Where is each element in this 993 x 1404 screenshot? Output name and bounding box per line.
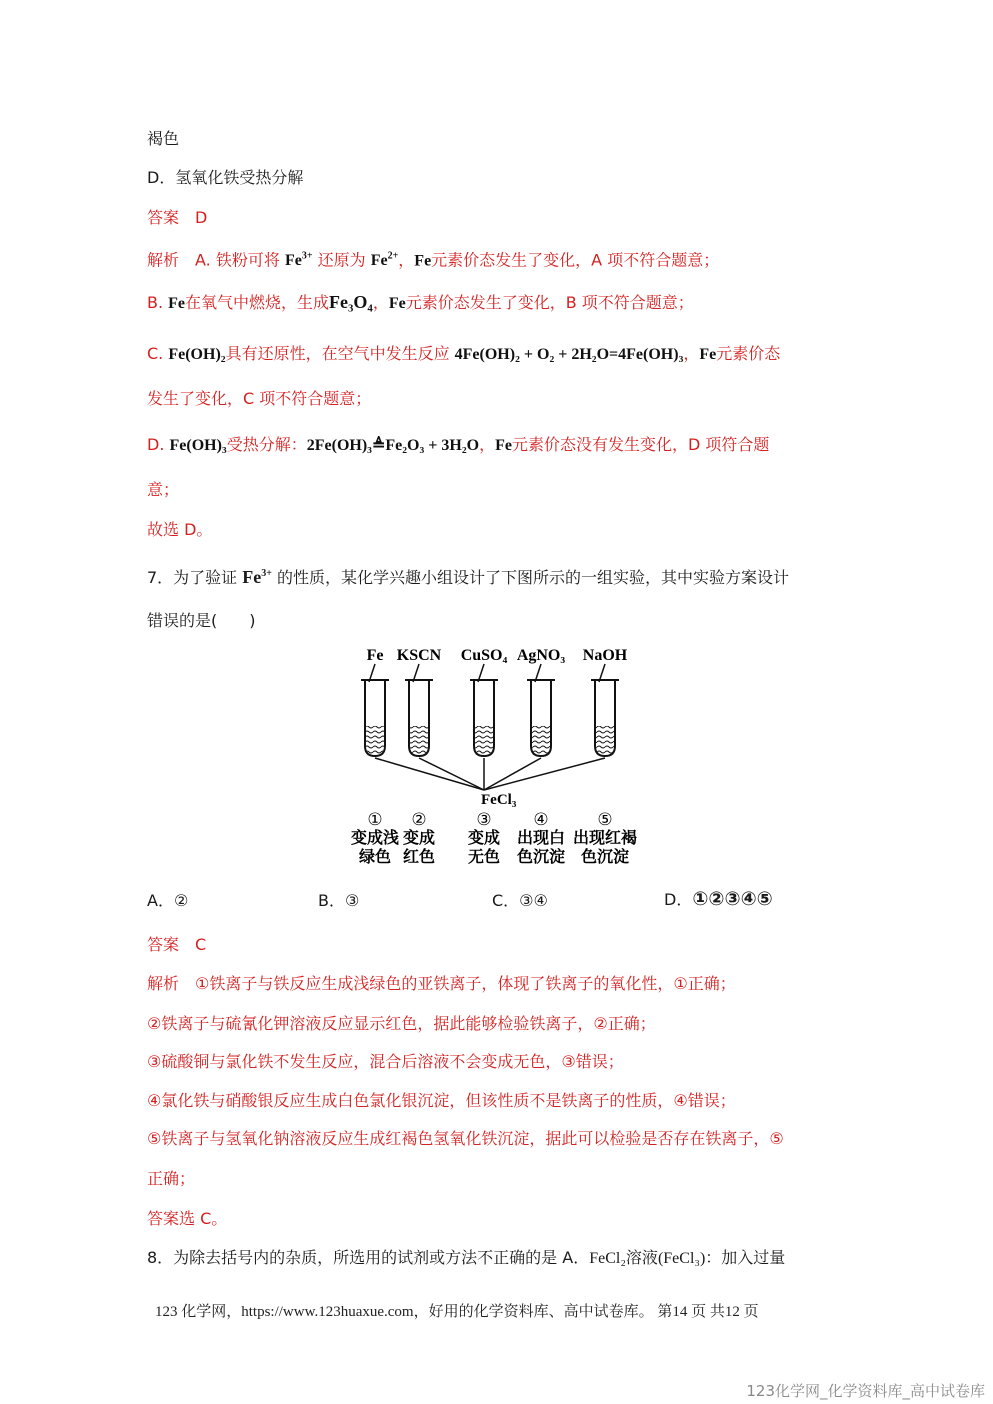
chem-formula: FeCl₂ xyxy=(589,1250,626,1267)
result-text: 变成 xyxy=(402,828,436,847)
watermark: 123化学网_化学资料库_高中试卷库 xyxy=(746,1382,985,1400)
superscript: 3+ xyxy=(301,251,313,262)
chem-formula xyxy=(242,567,272,587)
question-7 xyxy=(147,563,789,589)
fecl3-label: FeCl₃ xyxy=(481,792,517,808)
text: 错误的是( ) xyxy=(147,611,256,630)
question-7-cont xyxy=(147,610,256,632)
result-text: 变成 xyxy=(467,828,501,847)
text: ⑤铁离子与氢氧化钠溶液反应生成红褐色氢氧化铁沉淀，据此可以检验是否存在铁离子，⑤ xyxy=(147,1129,784,1148)
result-text: 色沉淀 xyxy=(580,847,630,866)
text: 具有还原性，在空气中发生反应 xyxy=(225,344,455,363)
chem-formula: Fe₃O₄ xyxy=(329,292,373,312)
question-8 xyxy=(147,1247,785,1270)
tube-liquid xyxy=(366,726,384,755)
explanation-a: 解析 A. 铁粉可将 $Fe^{3+}$ 还原为 $Fe^{2+}$，Fe元素价态发生了变化，A 项不符合题意； xyxy=(147,250,720,270)
text: ④氯化铁与硝酸银反应生成白色氯化银沉淀，但该性质不是铁离子的性质，④错误； xyxy=(147,1091,736,1110)
text: 7．为了验证 xyxy=(147,568,243,587)
explanation-line xyxy=(147,1168,195,1190)
conclusion xyxy=(147,1208,227,1230)
text: B. xyxy=(147,293,169,312)
tube-liquid xyxy=(475,726,493,755)
text: 答案 C xyxy=(147,935,207,954)
text: ：加入过量 xyxy=(705,1248,786,1267)
reagent-label: CuSO₄ xyxy=(460,647,508,664)
text: 故选 D。 xyxy=(147,520,213,539)
text: D．氢氧化铁受热分解 xyxy=(147,168,304,187)
option-c[interactable] xyxy=(492,890,548,912)
reagent-label: KSCN xyxy=(396,647,442,664)
text: A．② xyxy=(147,891,189,910)
text: 褐色 xyxy=(147,129,180,148)
text: D． xyxy=(664,890,693,909)
chem-formula xyxy=(285,252,313,269)
text: 元素价态发生了变化，A 项不符合题意； xyxy=(431,250,720,270)
explanation-line xyxy=(147,1013,656,1035)
text: 元素价态发生了变化，B 项不符合题意； xyxy=(405,293,694,312)
chem-formula: (FeCl₃) xyxy=(657,1250,706,1267)
explanation-line xyxy=(147,1128,784,1150)
text: Fe xyxy=(284,252,302,270)
result-text: 色沉淀 xyxy=(516,847,566,866)
tube-number: ② xyxy=(411,810,427,829)
text: 在氧气中燃烧，生成 xyxy=(185,293,330,312)
text: ②铁离子与硫氰化钾溶液反应显示红色，据此能够检验铁离子，②正确； xyxy=(147,1014,656,1033)
text: ①②③④⑤ xyxy=(692,888,773,910)
result-text: 出现红褐 xyxy=(572,828,638,847)
option-a[interactable] xyxy=(147,890,188,912)
chem-formula: Fe xyxy=(699,346,717,363)
explanation-d: D. Fe(OH)₃受热分解：2Fe(OH)₃≜Fe₂O₃ + 3H₂O，Fe元素价态没有发生变化，D 项符合题 xyxy=(147,435,770,454)
option-d-text xyxy=(147,167,303,189)
page-footer: 123 化学网，https://www.123huaxue.com，好用的化学资料库、高中试卷库。 第14 页 共12 页 xyxy=(155,1304,759,1320)
answer-label xyxy=(147,934,206,956)
text: Fe xyxy=(370,252,388,270)
text-line xyxy=(147,479,179,501)
text: 还原为 xyxy=(312,250,371,270)
text: 答案选 C。 xyxy=(147,1209,228,1228)
text: 正确； xyxy=(147,1169,196,1188)
tube-liquid xyxy=(532,726,550,755)
tube-number: ① xyxy=(367,810,383,829)
chem-formula xyxy=(371,252,399,269)
tube-liquid xyxy=(596,726,614,755)
text: C．③④ xyxy=(492,891,548,910)
chem-formula: Fe₂O₃ + 3H₂O xyxy=(385,437,480,454)
chem-equation: 4Fe(OH)₂ + O₂ + 2H₂O=4Fe(OH)₃ xyxy=(454,346,684,363)
text-line xyxy=(147,388,371,410)
text: 溶液 xyxy=(625,1248,658,1267)
text: 受热分解： xyxy=(226,435,307,454)
text: 的性质，某化学兴趣小组设计了下图所示的一组实验，其中实验方案设计 xyxy=(271,568,790,587)
chem-formula: Fe(OH)₂ xyxy=(168,346,226,363)
option-b[interactable] xyxy=(318,890,359,912)
superscript: 3+ xyxy=(261,568,272,579)
result-text: 红色 xyxy=(402,847,436,866)
answer-label xyxy=(147,207,207,229)
text: 8．为除去括号内的杂质，所选用的试剂或方法不正确的是 A． xyxy=(147,1248,590,1267)
connector-line xyxy=(484,758,605,790)
text: 答案 D xyxy=(147,208,208,227)
text: 解析 A. 铁粉可将 xyxy=(147,250,285,270)
option-d[interactable] xyxy=(664,888,773,911)
reagent-label: Fe xyxy=(366,647,384,664)
text: 元素价态没有发生变化，D 项符合题 xyxy=(511,435,770,454)
result-text: 变成浅 xyxy=(350,828,400,847)
text: Fe xyxy=(242,567,262,587)
text: C. xyxy=(147,344,169,363)
tube-number: ③ xyxy=(476,810,492,829)
tube-liquid xyxy=(410,726,428,755)
result-text: 出现白 xyxy=(516,828,566,847)
explanation-line xyxy=(147,1090,736,1112)
text: 发生了变化，C 项不符合题意； xyxy=(147,389,372,408)
chem-formula: 2Fe(OH)₃ xyxy=(306,437,372,454)
text-line xyxy=(147,128,179,150)
heat-sign: ≜ xyxy=(371,437,386,454)
conclusion xyxy=(147,519,212,541)
text: 元素价态 xyxy=(716,344,781,363)
text: D. xyxy=(147,435,170,454)
text: 解析 ①铁离子与铁反应生成浅绿色的亚铁离子，体现了铁离子的氧化性，①正确； xyxy=(147,974,736,993)
chem-formula: Fe xyxy=(168,295,186,312)
connector-line xyxy=(484,758,541,790)
superscript: 2+ xyxy=(387,251,399,262)
reagent-label: NaOH xyxy=(582,647,628,664)
result-text: 无色 xyxy=(467,847,501,866)
tube-number: ④ xyxy=(533,810,549,829)
explanation-line xyxy=(147,973,736,995)
reagent-label: AgNO₃ xyxy=(516,647,566,664)
result-text: 绿色 xyxy=(358,847,392,866)
tube-number: ⑤ xyxy=(597,810,613,829)
text: B．③ xyxy=(318,891,360,910)
text: ③硫酸铜与氯化铁不发生反应，混合后溶液不会变成无色，③错误； xyxy=(147,1052,624,1071)
explanation-line xyxy=(147,1051,624,1073)
chem-formula: Fe xyxy=(388,295,406,312)
chem-formula: Fe xyxy=(495,437,512,454)
text: 意； xyxy=(147,480,180,499)
chem-formula: Fe xyxy=(414,252,432,270)
explanation-c: C. Fe(OH)₂具有还原性，在空气中发生反应 4Fe(OH)₂ + O₂ + 2H₂O=4Fe(OH)₃，Fe元素价态 xyxy=(147,344,781,363)
test-tube-diagram xyxy=(333,644,663,866)
explanation-b: B. Fe在氧气中燃烧，生成Fe₃O₄，Fe元素价态发生了变化，B 项不符合题意； xyxy=(147,292,694,312)
chem-formula: Fe(OH)₃ xyxy=(169,437,227,454)
